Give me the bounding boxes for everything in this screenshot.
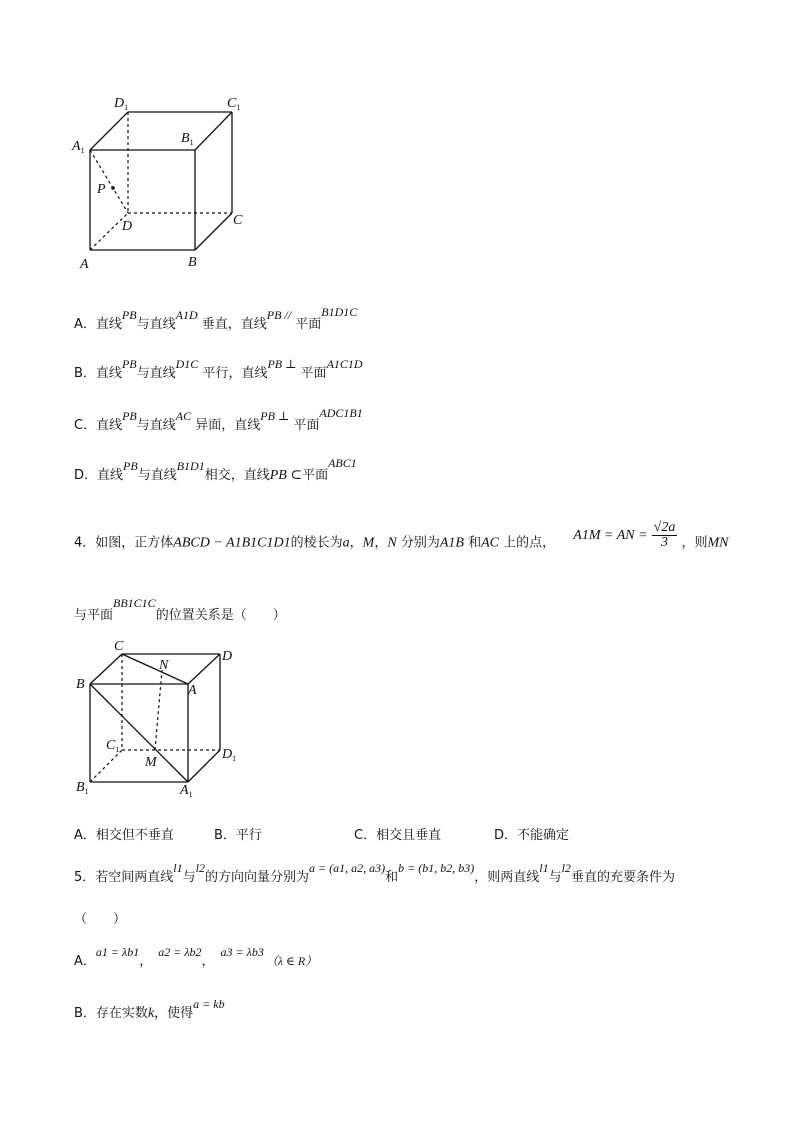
label-a: A	[188, 683, 197, 698]
edge-a1-d1	[90, 112, 128, 150]
edge-b1-c1	[195, 112, 232, 150]
question-number: 5．	[74, 870, 96, 885]
label-a1: $A_1$	[180, 783, 193, 799]
option-letter: A．	[74, 317, 96, 332]
edge-b-c	[90, 654, 122, 684]
option-q3-a: A．直线PB与直线A1D 垂直，直线PB // 平面B1D1C	[74, 305, 358, 332]
segment-a1-d	[90, 150, 128, 213]
question-4-line-1: 4．如图，正方体ABCD − A1B1C1D1的棱长为a，M，N 分别为A1B 和AC 上的点， A1M = AN = $\frac{√2a}{3}$ ，则MN	[74, 520, 729, 551]
option-q4-a: A．相交但不垂直	[74, 828, 174, 843]
edge-b1-c1	[90, 750, 122, 782]
edge-a1-d1	[188, 750, 220, 782]
question-5-line-1: 5．若空间两直线l1与l2的方向向量分别为a = (a1, a2, a3)和b = (b1, b2, b3)，则两直线l1与l2垂直的充要条件为	[74, 861, 675, 885]
point-p	[111, 186, 115, 190]
segment-m-n	[155, 670, 162, 750]
option-letter: B．	[74, 1006, 96, 1021]
label-d1: $D_1$	[222, 747, 237, 763]
label-b: B	[188, 255, 197, 270]
label-n: N	[159, 658, 169, 673]
label-a: A	[80, 257, 89, 270]
label-d: D	[122, 219, 133, 234]
diagonal-c-a	[122, 654, 188, 684]
label-m: M	[145, 755, 157, 770]
label-a1: $A_1$	[72, 139, 85, 155]
question-5-paren: （ ）	[74, 912, 127, 927]
option-q5-a: A．a1 = λb1，a2 = λb2，a3 = λb3（λ ∈ R）	[74, 945, 318, 969]
cube-figure-1	[70, 90, 270, 270]
label-b1: $B_1$	[76, 780, 89, 796]
label-b1: $B_1$	[181, 131, 194, 147]
option-q3-c: C．直线PB与直线AC 异面，直线PB ⊥ 平面ADC1B1	[74, 406, 363, 433]
option-letter: C．	[74, 418, 97, 433]
label-b: B	[76, 677, 85, 692]
option-q5-b: B．存在实数k，使得a = kb	[74, 997, 225, 1021]
label-c: C	[114, 639, 124, 654]
option-letter: A．	[74, 954, 96, 969]
equation-lhs: A1M = AN =	[573, 527, 648, 543]
label-p: P	[97, 182, 106, 197]
label-c1: $C_1$	[227, 96, 241, 112]
label-c: C	[233, 213, 243, 228]
question-number: 4．	[74, 535, 96, 551]
question-4-line-2: 与平面BB1C1C的位置关系是（ ）	[74, 596, 286, 623]
option-q3-d: D．直线PB与直线B1D1相交，直线PB ⊂平面ABC1	[74, 456, 357, 483]
edge-a-d	[188, 654, 220, 684]
edge-b-c	[195, 213, 232, 250]
label-d: D	[222, 649, 233, 664]
option-letter: D．	[74, 468, 98, 483]
option-q4-c: C．相交且垂直	[354, 828, 442, 843]
cube-figure-2	[70, 636, 260, 806]
option-q3-b: B．直线PB与直线D1C 平行，直线PB ⊥ 平面A1C1D	[74, 357, 363, 381]
option-letter: B．	[74, 366, 96, 381]
option-q4-d: D．不能确定	[494, 828, 570, 843]
label-d1: $D_1$	[114, 96, 129, 112]
option-q4-b: B．平行	[214, 828, 262, 843]
label-c1: $C_1$	[106, 738, 120, 754]
fraction: $\frac{√2a}{3}$	[653, 520, 676, 550]
